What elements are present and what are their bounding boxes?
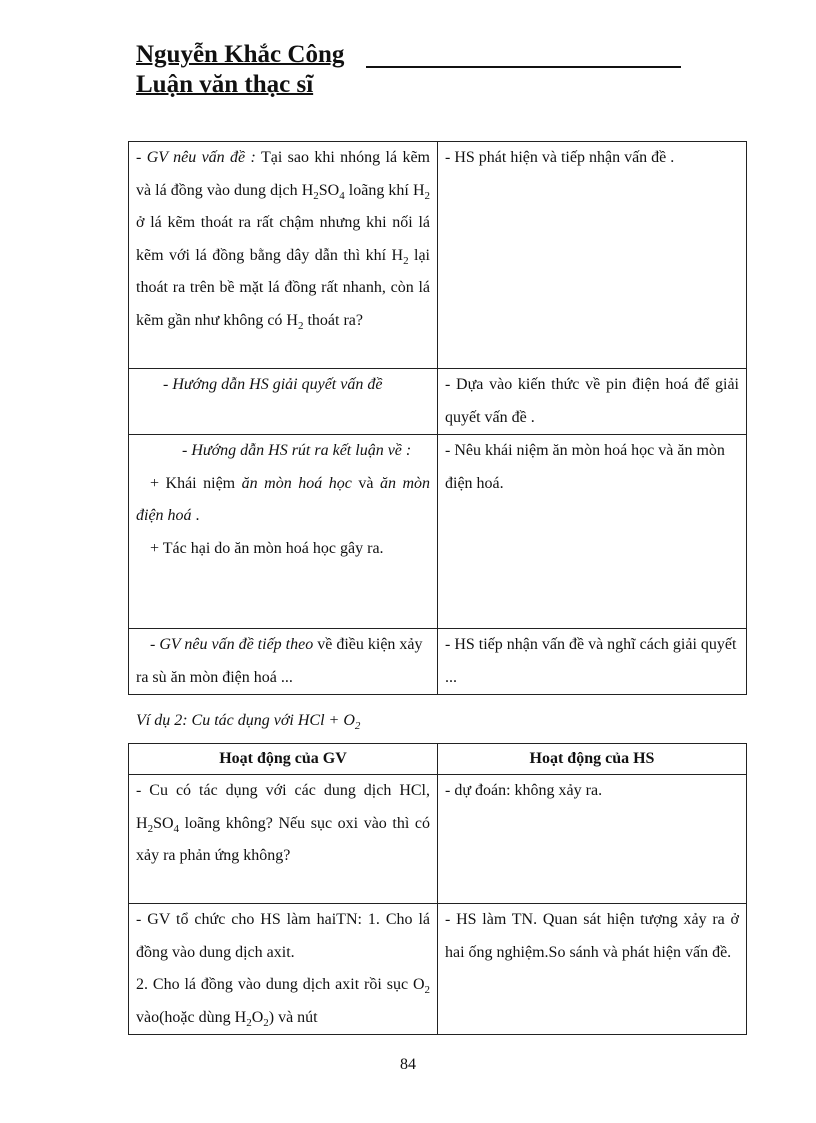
gv-cell: - GV nêu vấn đề tiếp theo về điều kiện xảy ra sù ăn mòn điện hoá ... <box>129 629 438 695</box>
gv-cell: - Hướng dẫn HS rút ra kết luận về : + Khái niệm ăn mòn hoá học và ăn mòn điện hoá . + Tác hại do ăn mòn hoá học gây ra. <box>129 435 438 629</box>
table-row <box>129 142 747 369</box>
gv-cell: - Hướng dẫn HS giải quyết vấn đề <box>129 369 438 435</box>
hs-cell: - HS tiếp nhận vấn đề và nghĩ cách giải quyết ... <box>438 629 747 695</box>
page-number: 84 <box>400 1056 416 1073</box>
table-row <box>129 435 747 629</box>
hs-cell: - Dựa vào kiến thức về pin điện hoá để giải quyết vấn đề . <box>438 369 747 435</box>
table-row <box>129 629 747 695</box>
table-row <box>129 369 747 435</box>
table-row <box>129 775 747 904</box>
hs-cell: - Nêu khái niệm ăn mòn hoá học và ăn mòn điện hoá. <box>438 435 747 629</box>
hs-cell: - HS phát hiện và tiếp nhận vấn đề . <box>438 142 747 369</box>
author-name: Nguyễn Khắc Công <box>136 41 345 68</box>
gv-cell: - GV nêu vấn đề : Tại sao khi nhóng lá kẽm và lá đồng vào dung dịch $H_2SO_4$ loãng khí $H_2$ ở lá kẽm thoát ra rất chậm nhưng khi nối lá kẽm với lá đồng bằng dây dẫn thì khí $H_2$ lại thoát ra trên bề mặt lá đồng rất nhanh, còn lá kẽm gần như không có $H_2$ thoát ra? <box>129 142 438 369</box>
column-header-gv: Hoạt động của GV <box>129 744 438 775</box>
page-header <box>136 40 681 100</box>
thesis-subtitle: Luận văn thạc sĩ <box>136 71 314 98</box>
example-caption: Ví dụ 2: Cu tác dụng với HCl + $O_2$ <box>136 712 361 732</box>
hs-cell: - HS làm TN. Quan sát hiện tượng xảy ra ở hai ống nghiệm.So sánh và phát hiện vấn đề. <box>438 904 747 1035</box>
hs-cell: - dự đoán: không xảy ra. <box>438 775 747 904</box>
header-underline-rule <box>366 66 681 68</box>
gv-cell: - GV tổ chức cho HS làm haiTN: 1. Cho lá đồng vào dung dịch axit. 2. Cho lá đồng vào dung dịch axit rồi sục $O_2$ vào(hoặc dùng $H_2O_2$) và nút <box>129 904 438 1035</box>
column-header-hs: Hoạt động của HS <box>438 744 747 775</box>
table-header-row <box>129 744 747 775</box>
activity-table-1 <box>128 141 747 695</box>
activity-table-2 <box>128 743 747 1035</box>
gv-cell: - Cu có tác dụng với các dung dịch HCl, $H_2SO_4$ loãng không? Nếu sục oxi vào thì có xảy ra phản ứng không? <box>129 775 438 904</box>
table-row <box>129 904 747 1035</box>
